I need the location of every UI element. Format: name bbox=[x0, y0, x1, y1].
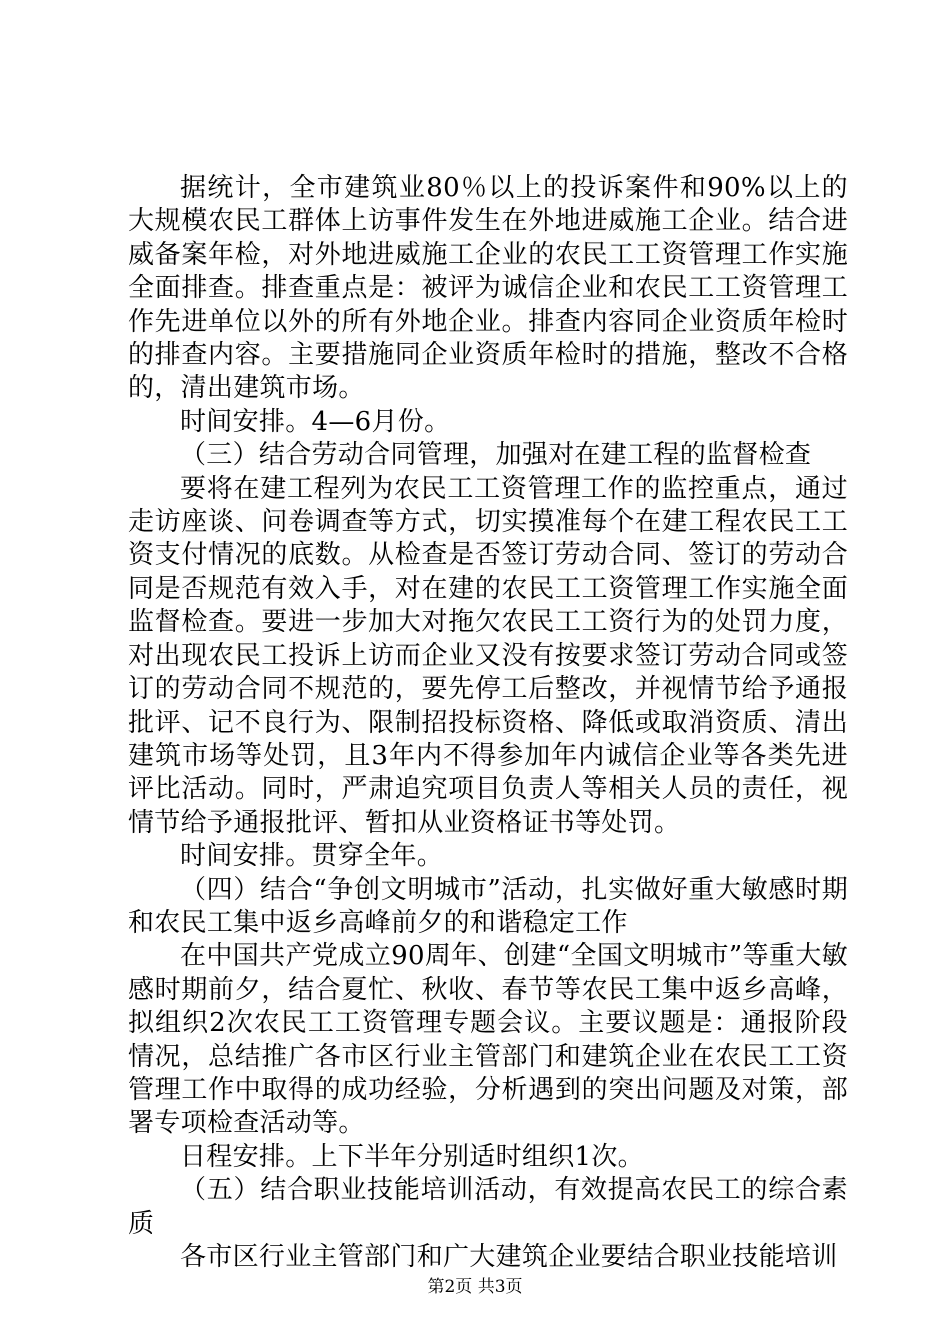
paragraph-survey: 据统计，全市建筑业80％以上的投诉案件和90%以上的大规模农民工群体上访事件发生在外地进威施工企业。结合进威备案年检，对外地进威施工企业的农民工工资管理工作实施全面排查。排查重点是：被评为诚信企业和农民工工资管理工作先进单位以外的所有外地企业。排查内容同企业资质年检时的排查内容。主要措施同企业资质年检时的措施，整改不合格的，清出建筑市场。 bbox=[128, 173, 848, 404]
schedule-year-round: 时间安排。贯穿全年。 bbox=[180, 841, 444, 872]
paragraph-vocational-training: 各市区行业主管部门和广大建筑企业要结合职业技能培训 bbox=[180, 1242, 838, 1272]
section-5-heading: （五）结合职业技能培训活动，有效提高农民工的综合素质 bbox=[128, 1175, 848, 1239]
schedule-twice-a-year: 日程安排。上下半年分别适时组织1次。 bbox=[180, 1141, 644, 1172]
paragraph-special-meetings: 在中国共产党成立90周年、创建“全国文明城市”等重大敏感时期前夕，结合夏忙、秋收、春节等农民工集中返乡高峰，拟组织2次农民工工资管理专题会议。主要议题是：通报阶段情况，总结推广各市区行业主管部门和建筑企业在农民工工资管理工作中取得的成功经验，分析遇到的突出问题及对策，部署专项检查活动等。 bbox=[128, 941, 848, 1139]
section-4-heading: （四）结合“争创文明城市”活动，扎实做好重大敏感时期和农民工集中返乡高峰前夕的和谐稳定工作 bbox=[128, 874, 848, 938]
schedule-apr-jun: 时间安排。4—6月份。 bbox=[180, 406, 451, 437]
paragraph-contract-supervision: 要将在建工程列为农民工工资管理工作的监控重点，通过走访座谈、问卷调查等方式，切实摸准每个在建工程农民工工资支付情况的底数。从检查是否签订劳动合同、签订的劳动合同是否规范有效入手，对在建的农民工工资管理工作实施全面监督检查。要进一步加大对拖欠农民工工资行为的处罚力度，对出现农民工投诉上访而企业又没有按要求签订劳动合同或签订的劳动合同不规范的，要先停工后整改，并视情节给予通报批评、记不良行为、限制招投标资格、降低或取消资质、清出建筑市场等处罚，且3年内不得参加年内诚信企业等各类先进评比活动。同时，严肃追究项目负责人等相关人员的责任，视情节给予通报批评、暂扣从业资格证书等处罚。 bbox=[128, 473, 848, 838]
section-3-heading: （三）结合劳动合同管理，加强对在建工程的监督检查 bbox=[180, 440, 812, 471]
document-body bbox=[128, 172, 848, 1274]
page-footer: 第2页 共3页 bbox=[427, 1277, 523, 1297]
